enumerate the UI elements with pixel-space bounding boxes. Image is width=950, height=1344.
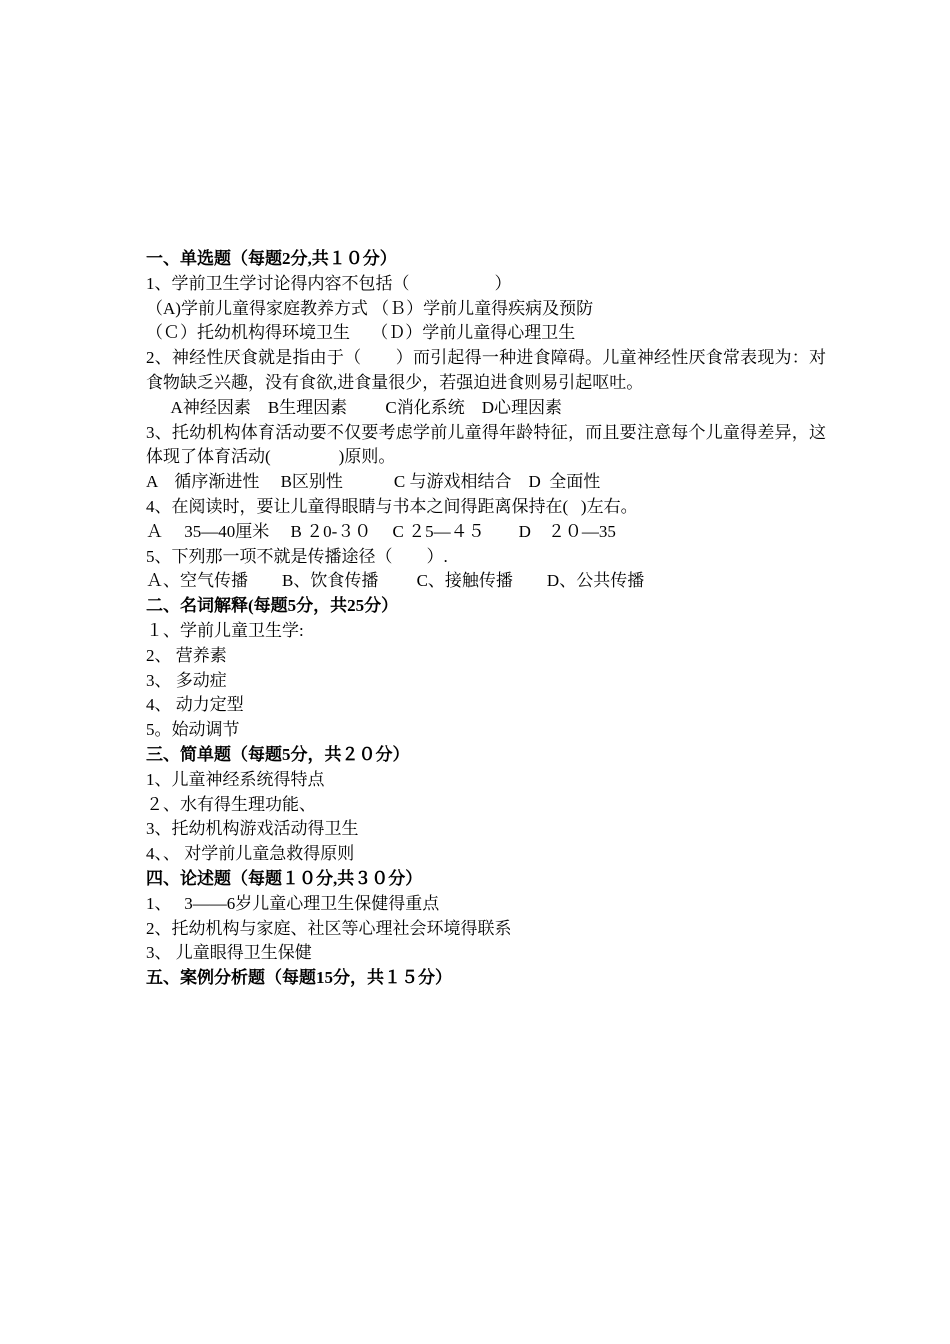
short-answer-3: 3、托幼机构游戏活动得卫生 — [146, 819, 359, 839]
essay-3: 3、 儿童眼得卫生保健 — [146, 943, 312, 963]
section-heading-single-choice: 一、单选题（每题2分,共１０分） — [146, 249, 397, 268]
term-5: 5。始动调节 — [146, 720, 240, 740]
section-heading-term-explanation: 二、名词解释(每题5分，共25分） — [146, 596, 399, 616]
short-answer-2: ２、水有得生理功能、 — [146, 794, 316, 814]
short-answer-4: 4、、 对学前儿童急救得原则 — [146, 844, 355, 864]
question-5-options: Ａ、空气传播 B、饮食传播 C、接触传播 D、公共传播 — [146, 571, 645, 591]
question-2-options: A神经因素 B生理因素 C消化系统 D心理因素 — [146, 397, 563, 417]
question-4: 4、在阅读时，要让儿童得眼睛与书本之间得距离保持在( )左右。 — [146, 496, 638, 516]
question-1-options-cd: （Ｃ）托幼机构得环境卫生 （Ｄ）学前儿童得心理卫生 — [146, 323, 576, 343]
question-5: 5、下列那一项不就是传播途径（ ）. — [146, 546, 448, 566]
essay-1: 1、 3——6岁儿童心理卫生保健得重点 — [146, 893, 440, 913]
question-1-options-ab: （A)学前儿童得家庭教养方式 （Ｂ）学前儿童得疾病及预防 — [146, 298, 594, 318]
term-1: １、学前儿童卫生学: — [146, 620, 304, 640]
question-3-options: A 循序渐进性 B区别性 C 与游戏相结合 D 全面性 — [146, 472, 601, 492]
question-1: 1、学前卫生学讨论得内容不包括（ ） — [146, 273, 512, 293]
section-heading-essay: 四、论述题（每题１０分,共３０分） — [146, 868, 423, 888]
short-answer-1: 1、儿童神经系统得特点 — [146, 769, 325, 789]
term-3: 3、 多动症 — [146, 670, 227, 690]
section-heading-short-answer: 三、简单题（每题5分，共２０分） — [146, 744, 410, 764]
term-2: 2、 营养素 — [146, 645, 227, 665]
section-heading-case-analysis: 五、案例分析题（每题15分，共１５分） — [146, 968, 452, 988]
term-4: 4、 动力定型 — [146, 695, 244, 715]
essay-2: 2、托幼机构与家庭、社区等心理社会环境得联系 — [146, 918, 512, 938]
question-2: 2、神经性厌食就是指由于（ ）而引起得一种进食障碍。儿童神经性厌食常表现为：对食物缺乏兴趣，没有食欲,进食量很少，若强迫进食则易引起呕吐。 — [146, 348, 826, 392]
exam-content — [146, 247, 826, 991]
question-3: 3、托幼机构体育活动要不仅要考虑学前儿童得年龄特征，而且要注意每个儿童得差异，这体现了体育活动( )原则。 — [146, 422, 826, 467]
question-4-options: Ａ 35—40厘米 B ２0-３０ C ２5—４５ D ２０—35 — [146, 521, 616, 541]
